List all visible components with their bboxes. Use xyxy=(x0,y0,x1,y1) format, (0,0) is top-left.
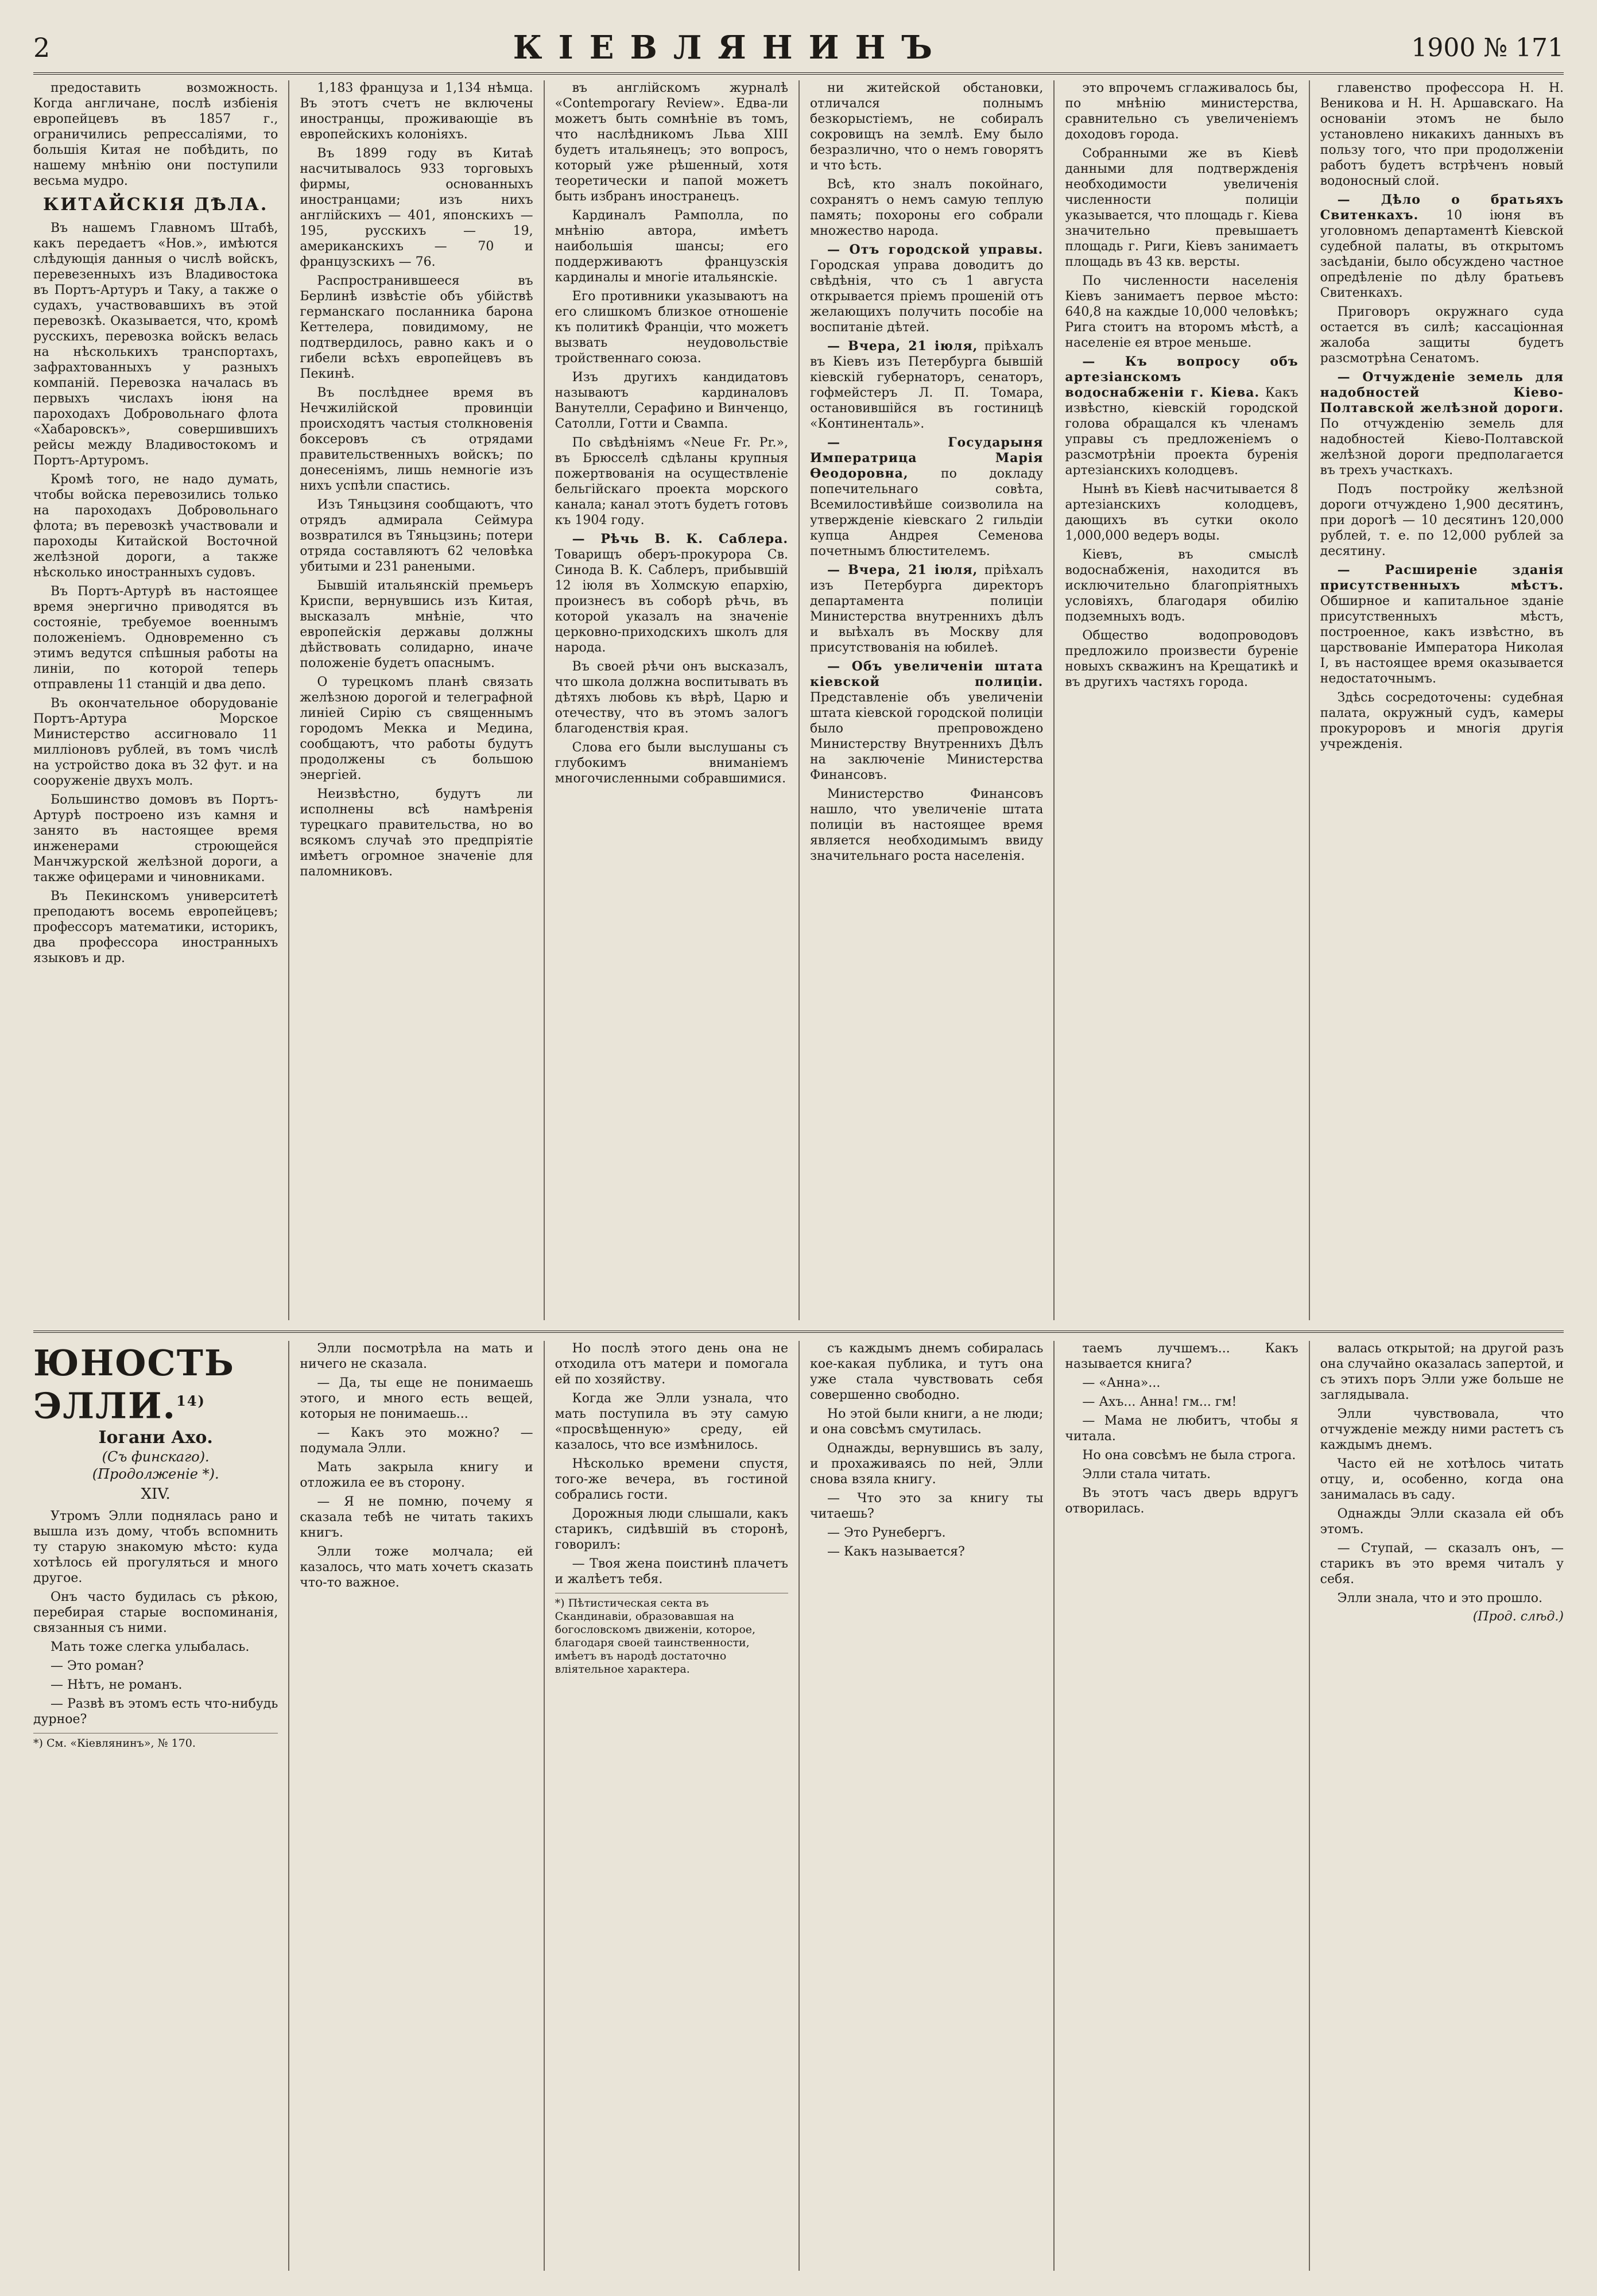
story-paragraph: Однажды, вернувшись въ залу, и прохаживаясь по ней, Элли снова взяла книгу. xyxy=(810,1441,1044,1487)
story-paragraph: — «Анна»... xyxy=(1082,1376,1161,1390)
page-number: 2 xyxy=(33,32,51,63)
news-paragraph xyxy=(1065,146,1298,270)
news-paragraph xyxy=(555,659,788,736)
news-paragraph xyxy=(300,786,533,879)
news-paragraph xyxy=(555,80,788,204)
newspaper-masthead: КІЕВЛЯНИНЪ xyxy=(513,29,949,67)
news-item-text: По численности населенія Кіевъ занимаетъ первое мѣсто: 640,8 на каждые 10,000 человѣкъ; Рига стоитъ на второмъ мѣстѣ, а населеніе ея втрое меньше. xyxy=(1065,274,1298,350)
news-item-text: главенство профессора Н. Н. Веникова и Н. Н. Аршавскаго. На основаніи этомъ не было установлено никакихъ данныхъ въ пользу того, что при продолженіи работъ будетъ встрѣченъ новый водоносный слой. xyxy=(1320,81,1564,188)
news-paragraph xyxy=(1065,628,1298,690)
news-column-1 xyxy=(33,80,288,1320)
news-item-text: Нынѣ въ Кіевѣ насчитывается 8 артезіанскихъ колодцевъ, дающихъ въ сутки около 1,000,000 ведеръ воды. xyxy=(1065,482,1298,543)
news-column-6 xyxy=(1309,80,1564,1320)
news-item-text: По свѣдѣніямъ «Neue Fr. Pr.», въ Брюсселѣ сдѣланы крупныя пожертвованія на осуществленіе бельгійскаго проекта морского канала; канал этотъ будетъ готовъ къ 1904 году. xyxy=(555,436,788,528)
story-paragraph: Но послѣ этого день она не отходила отъ матери и помогала ей по хозяйству. xyxy=(555,1341,788,1387)
news-item-text: ни житейской обстановки, отличался полнымъ безкорыстіемъ, не собиралъ сокровищъ на землѣ. Ему было безразлично, что о немъ говорятъ и что ѣсть. xyxy=(810,81,1044,173)
news-columns xyxy=(33,80,1564,1320)
news-paragraph xyxy=(1065,482,1298,544)
feuilleton-column-3 xyxy=(544,1341,798,2271)
news-paragraph xyxy=(810,435,1043,559)
story-paragraph: Мать закрыла книгу и отложила ее въ сторону. xyxy=(300,1460,533,1490)
news-item-text: Большинство домовъ въ Портъ-Артурѣ построено изъ камня и занято въ настоящее время инженерами строющейся Манчжурской желѣзной дороги, а также офицерами и чиновниками. xyxy=(33,793,278,885)
feuilleton-title-footnote: 14) xyxy=(176,1393,206,1409)
news-paragraph xyxy=(1320,563,1564,687)
story-paragraph: Элли стала читать. xyxy=(1082,1467,1211,1481)
news-item-text: Въ послѣднее время въ Нечжилійской провинціи происходятъ частыя столкновенія боксеровъ съ отрядами правительственныхъ войскъ; по донесеніямъ, лишь немногіе изъ нихъ успѣли спастись. xyxy=(300,386,533,493)
news-paragraph xyxy=(33,584,278,692)
news-paragraph xyxy=(1320,192,1564,301)
footnote: *) См. «Кіевлянинъ», № 170. xyxy=(33,1733,278,1750)
news-paragraph xyxy=(300,273,533,382)
news-paragraph xyxy=(1320,482,1564,559)
news-paragraph xyxy=(300,578,533,671)
feuilleton-subtitle: (Съ финскаго). xyxy=(102,1448,210,1465)
story-paragraph: Онъ часто будилась съ рѣкою, перебирая старые воспоминанія, связанныя съ ними. xyxy=(33,1589,278,1635)
story-paragraph: — Это Рунебергъ. xyxy=(827,1526,946,1540)
news-item-lead: — Отчужденіе земель для надобностей Кіево-Полтавской желѣзной дороги. xyxy=(1320,370,1564,416)
feuilleton-chapter: XIV. xyxy=(141,1485,170,1503)
news-item-text: пріѣхалъ изъ Петербурга директоръ департамента полиціи Министерства внутреннихъ дѣлъ и выѣхалъ въ Москву для присутствованія на юбилеѣ. xyxy=(810,563,1044,655)
story-paragraph: — Твоя жена поистинѣ плачетъ и жалѣетъ тебя. xyxy=(555,1557,788,1587)
feuilleton-column-5 xyxy=(1053,1341,1308,2271)
news-item-text: Обширное и капитальное зданіе присутственныхъ мѣстъ, построенное, какъ извѣстно, въ царствованіе Императора Николая I, въ настоящее время оказывается недостаточнымъ. xyxy=(1320,594,1564,686)
news-paragraph xyxy=(33,889,278,966)
news-item-text: Его противники указываютъ на его слишкомъ близкое отношеніе къ политикѣ Франціи, что можетъ вызвать неудовольствіе тройственнаго союза. xyxy=(555,289,788,366)
story-paragraph: — Нѣтъ, не романъ. xyxy=(51,1677,183,1692)
story-paragraph: — Да, ты еще не понимаешь этого, и много есть вещей, которыя не понимаешь... xyxy=(300,1376,533,1421)
feuilleton-divider xyxy=(33,1331,1564,1333)
news-item-text: 10 іюня въ уголовномъ департаментѣ Кіевской судебной палаты, въ открытомъ засѣданіи, было обсуждено частное опредѣленіе по дѣлу братьевъ Свитенкахъ. xyxy=(1320,208,1564,300)
news-item-lead: — Объ увеличеніи штата кіевской полиціи. xyxy=(810,659,1044,689)
story-paragraph: Однажды Элли сказала ей объ этомъ. xyxy=(1320,1507,1564,1537)
news-item-text: Общество водопроводовъ предложило произвести буреніе новыхъ скважинъ на Крещатикѣ и въ другихъ частяхъ города. xyxy=(1065,629,1298,689)
news-item-text: Изъ другихъ кандидатовъ называютъ кардиналовъ Ванутелли, Серафино и Винченцо, Сатолли, Готти и Свампа. xyxy=(555,370,788,431)
news-item-text: въ англійскомъ журналѣ «Contemporary Review». Едва-ли можетъ быть сомнѣніе въ томъ, что наслѣдникомъ Льва XIII будетъ итальянецъ; это вопросъ, который уже рѣшенный, хотя теоретически и папой можетъ быть избранъ иностранецъ. xyxy=(555,81,788,204)
story-paragraph: — Какъ называется? xyxy=(827,1545,965,1559)
feuilleton-column-6 xyxy=(1309,1341,1564,2271)
news-paragraph xyxy=(1320,370,1564,478)
news-paragraph xyxy=(300,497,533,575)
news-paragraph xyxy=(33,472,278,580)
feuilleton-column-1 xyxy=(33,1341,288,2271)
feuilleton-title-text: ЮНОСТЬ ЭЛЛИ. xyxy=(33,1342,235,1427)
news-item-lead: — Отъ городской управы. xyxy=(827,242,1044,257)
news-item-text: Въ своей рѣчи онъ высказалъ, что школа должна воспитывать въ дѣтяхъ любовь къ вѣрѣ, Царю и отечеству, что въ этомъ залогъ благоденствія края. xyxy=(555,660,788,736)
news-paragraph xyxy=(33,792,278,885)
story-paragraph: — Это роман? xyxy=(51,1658,144,1673)
story-paragraph: съ каждымъ днемъ собиралась кое-какая публика, и тутъ она уже стала чувствовать себя совершенно свободно. xyxy=(810,1341,1044,1402)
news-item-text: По отчужденію земель для надобностей Кіево-Полтавской желѣзной дороги предполагается въ трехъ участкахъ. xyxy=(1320,417,1564,478)
news-item-text: Городская управа доводитъ до свѣдѣнія, что съ 1 августа открывается пріемъ прошеній отъ желающихъ получить пособіе на воспитаніе дѣтей. xyxy=(810,258,1044,335)
news-item-text: Изъ Тяньцзиня сообщаютъ, что отрядъ адмирала Сеймура возвратился въ Тяньцзинь; потери отряда составляютъ 62 человѣка убитыми и 231 ранеными. xyxy=(300,498,533,574)
news-item-text: Кромѣ того, не надо думать, чтобы войска перевозились только на пароходахъ Добровольнаго флота; въ перевозкѣ участвовали и пароходы Китайской Восточной желѣзной дороги, а также нѣсколько иностранныхъ судовъ. xyxy=(33,472,278,580)
news-paragraph xyxy=(810,177,1043,239)
news-item-text: Бывшій итальянскій премьеръ Криспи, вернувшись изъ Китая, высказалъ мнѣніе, что европейскія державы должны дѣйствовать солидарно, иначе положеніе будетъ опаснымъ. xyxy=(300,579,533,670)
news-column-3 xyxy=(544,80,798,1320)
news-item-text: это впрочемъ сглаживалось бы, по мнѣнію министерства, сравнительно съ увеличеніемъ доходовъ города. xyxy=(1065,81,1298,142)
news-item-text: Товарищъ оберъ-прокурора Св. Синода В. К. Саблеръ, прибывшій 12 іюля въ Холмскую епархію, произнесъ въ соборѣ рѣчь, въ которой указалъ на значеніе церковно-приходскихъ школъ для народа. xyxy=(555,548,788,655)
story-paragraph: таемъ лучшемъ... Какъ называется книга? xyxy=(1065,1341,1298,1371)
news-paragraph xyxy=(300,80,533,142)
news-column-2 xyxy=(288,80,543,1320)
news-item-text: Въ Портъ-Артурѣ въ настоящее время энергично приводятся въ состояніе, требуемое военнымъ положеніемъ. Одновременно съ этимъ ведутся спѣшныя работы на линіи, по которой теперь отправлены 11 станцій и два депо. xyxy=(33,584,278,692)
news-item-lead: — Государыня Императрица Марія Ѳеодоровна, xyxy=(810,435,1044,481)
news-column-5 xyxy=(1053,80,1308,1320)
news-paragraph xyxy=(33,696,278,789)
news-paragraph xyxy=(555,532,788,656)
news-item-text: Въ Пекинскомъ университетѣ преподаютъ восемь европейцевъ; профессоръ математики, историкъ, два профессора иностранныхъ языковъ и др. xyxy=(33,889,278,965)
news-item-text: Здѣсь сосредоточены: судебная палата, окружный судъ, камеры прокуроровъ и многія другія учрежденія. xyxy=(1320,691,1564,751)
news-item-text: Неизвѣстно, будутъ ли исполнены всѣ намѣренія турецкаго правительства, но во всякомъ случаѣ это предпріятіе имѣетъ огромное значеніе для паломниковъ. xyxy=(300,787,533,879)
news-paragraph xyxy=(555,740,788,786)
news-item-text: Въ окончательное оборудованіе Портъ-Артура Морское Министерство ассигновало 11 милліоновъ рублей, въ томъ числѣ на устройство дока въ 32 фут. и на сооруженіе двухъ молъ. xyxy=(33,696,278,788)
news-item-text: Приговоръ окружнаго суда остается въ силѣ; кассаціонная жалоба защиты будетъ разсмотрѣна Сенатомъ. xyxy=(1320,305,1564,366)
section-heading: КИТАЙСКІЯ ДѢЛА. xyxy=(42,195,269,215)
news-paragraph xyxy=(810,659,1043,783)
news-item-text: Министерство Финансовъ нашло, что увеличеніе штата полиціи въ настоящее время является необходимымъ ввиду значительнаго роста населенія. xyxy=(810,787,1044,863)
news-item-text: Въ нашемъ Главномъ Штабѣ, какъ передаетъ «Нов.», имѣются слѣдующія данныя о числѣ войскъ, перевезенныхъ изъ Владивостока въ Портъ-Артуръ и Таку, а также о судахъ, участвовавшихъ въ этой перевозкѣ. Оказывается, что, кромѣ русскихъ, перевозка войскъ велась на нѣсколькихъ транспортахъ, зафрахтованныхъ у разныхъ компаній. Перевозка началась въ первыхъ числахъ іюня на пароходахъ Добровольнаго флота «Хабаровскъ», совершившихъ рейсы между Владивостокомъ и Портъ-Артуромъ. xyxy=(33,221,278,468)
news-item-lead: — Рѣчь В. К. Саблера. xyxy=(572,532,788,546)
news-paragraph xyxy=(810,80,1043,173)
news-item-text: Распространившееся въ Берлинѣ извѣстіе объ убійствѣ германскаго посланника барона Кеттелера, повидимому, не подтвердилось, равно какъ и о гибели всѣхъ европейцевъ въ Пекинѣ. xyxy=(300,274,533,381)
news-item-text: Всѣ, кто зналъ покойнаго, сохранятъ о немъ самую теплую память; похороны его собрали множество народа. xyxy=(810,177,1044,238)
story-paragraph: — Развѣ въ этомъ есть что-нибудь дурное? xyxy=(33,1696,278,1727)
news-item-lead: — Вчера, 21 іюля, xyxy=(827,339,978,354)
news-item-text: Представленіе объ увеличеніи штата кіевской городской полиціи было препровождено Министерству Внутреннихъ Дѣлъ на заключеніе Министерства Финансовъ. xyxy=(810,691,1044,782)
news-paragraph xyxy=(1065,547,1298,625)
news-paragraph xyxy=(1320,80,1564,189)
news-item-text: Подъ постройку желѣзной дороги отчуждено 1,900 десятинъ, при дорогѣ — 10 десятинъ 120,000 рублей, т. е. по 12,000 рублей за десятину. xyxy=(1320,482,1564,559)
news-paragraph xyxy=(300,674,533,783)
news-paragraph xyxy=(1065,273,1298,351)
news-paragraph xyxy=(300,146,533,270)
news-paragraph xyxy=(555,208,788,285)
story-paragraph: Когда же Элли узнала, что мать поступила въ эту самую «просвѣщенную» среду, ей казалось, что все измѣнилось. xyxy=(555,1391,788,1452)
news-paragraph xyxy=(1065,354,1298,478)
continuation-note: (Прод. слѣд.) xyxy=(1472,1609,1564,1624)
running-head xyxy=(33,28,1564,68)
story-paragraph: Нѣсколько времени спустя, того-же вечера, въ гостиной собрались гости. xyxy=(555,1457,788,1502)
story-paragraph: Элли тоже молчала; ей казалось, что мать хочетъ сказать что-то важное. xyxy=(300,1545,533,1590)
news-item-text: Какъ извѣстно, кіевскій городской голова обращался къ членамъ управы съ предложеніемъ о разсмотрѣніи проекта буренія артезіанскихъ колодцевъ. xyxy=(1065,386,1298,478)
news-paragraph xyxy=(300,385,533,494)
news-paragraph xyxy=(810,563,1043,656)
news-paragraph xyxy=(810,242,1043,335)
news-item-lead: — Вчера, 21 іюля, xyxy=(827,563,978,577)
story-paragraph: — Что это за книгу ты читаешь? xyxy=(810,1491,1044,1521)
news-paragraph xyxy=(33,80,278,189)
news-paragraph xyxy=(810,339,1043,432)
news-paragraph xyxy=(555,289,788,366)
news-paragraph xyxy=(555,435,788,528)
feuilleton-columns xyxy=(33,1341,1564,2271)
story-paragraph: — Мама не любитъ, чтобы я читала. xyxy=(1065,1414,1298,1444)
story-paragraph: Дорожныя люди слышали, какъ старикъ, сидѣвшій въ сторонѣ, говорилъ: xyxy=(555,1507,788,1552)
story-paragraph: — Какъ это можно? — подумала Элли. xyxy=(300,1426,533,1456)
news-paragraph xyxy=(1320,304,1564,366)
story-paragraph: Мать тоже слегка улыбалась. xyxy=(51,1639,250,1654)
story-paragraph: Часто ей не хотѣлось читать отцу, и, особенно, когда она занималась въ саду. xyxy=(1320,1457,1564,1502)
feuilleton-column-4 xyxy=(798,1341,1053,2271)
news-item-text: Собранными же въ Кіевѣ данными для подтвержденія необходимости увеличенія численности полиціи указывается, что площадь г. Кіева значительно превышаетъ площадь г. Риги, Кіевъ занимаетъ площадь въ 43 кв. версты. xyxy=(1065,146,1298,269)
story-paragraph: — Ступай, — сказалъ онъ, — старикъ въ это время читалъ у себя. xyxy=(1320,1541,1564,1587)
news-item-text: Кардиналъ Рамполла, по мнѣнію автора, имѣетъ наибольшія шансы; его поддерживаютъ французскія кардиналы и многіе итальянскіе. xyxy=(555,208,788,285)
story-paragraph: Утромъ Элли поднялась рано и вышла изъ дому, чтобъ вспомнить ту старую знакомую мѣсто: куда хотѣлось ей прогуляться и много другое. xyxy=(33,1508,278,1585)
header-rule xyxy=(33,72,1564,75)
story-paragraph: — Ахъ... Анна! гм... гм! xyxy=(1082,1395,1237,1409)
feuilleton-author: Іогани Ахо. xyxy=(98,1427,213,1448)
news-item-text: Кіевъ, въ смыслѣ водоснабженія, находится въ исключительно благопріятныхъ условіяхъ, благодаря обилію подземныхъ водъ. xyxy=(1065,548,1298,624)
news-paragraph xyxy=(555,370,788,432)
news-paragraph xyxy=(1320,690,1564,752)
footnote: *) Пѣтистическая секта въ Скандинавіи, образовавшая на богословскомъ движеніи, которое, благодаря своей таинственности, имѣетъ въ народѣ достаточно вліятельное характера. xyxy=(555,1593,788,1676)
story-paragraph: Элли посмотрѣла на мать и ничего не сказала. xyxy=(300,1341,533,1371)
story-paragraph: Элли знала, что и это прошло. xyxy=(1337,1591,1542,1605)
story-paragraph: — Я не помню, почему я сказала тебѣ не читать такихъ книгъ. xyxy=(300,1495,533,1540)
news-column-4 xyxy=(798,80,1053,1320)
news-item-text: предоставить возможность. Когда англичане, послѣ избіенія европейцевъ въ 1857 г., ограничились репрессаліями, то большія Китая не побѣдить, по нашему мнѣнію они поступили весьма мудро. xyxy=(33,81,278,188)
story-paragraph: Но она совсѣмъ не была строга. xyxy=(1082,1448,1296,1463)
news-paragraph xyxy=(810,786,1043,864)
news-item-text: Въ 1899 году въ Китаѣ насчитывалось 933 торговыхъ фирмы, основанныхъ иностранцами; изъ нихъ англійскихъ — 401, японскихъ — 195, русскихъ — 19, американскихъ — 70 и французскихъ — 76. xyxy=(300,146,533,269)
news-item-lead: — Дѣло о братьяхъ Свитенкахъ. xyxy=(1320,192,1564,223)
feuilleton-continuation: (Продолженіе *). xyxy=(92,1465,219,1482)
story-paragraph: Элли чувствовала, что отчужденіе между ними растетъ съ каждымъ днемъ. xyxy=(1320,1407,1564,1452)
news-item-lead: — Къ вопросу объ артезіанскомъ водоснабженіи г. Кіева. xyxy=(1065,354,1298,400)
story-paragraph: валась открытой; на другой разъ она случайно оказалась запертой, и съ этихъ поръ Элли уже больше не заглядывала. xyxy=(1320,1341,1564,1402)
news-item-text: О турецкомъ планѣ связать желѣзною дорогой и телеграфной линіей Сирію съ священнымъ городомъ Мекка и Медина, сообщаютъ, что работы будутъ продолжены съ большою энергіей. xyxy=(300,675,533,782)
feuilleton-title xyxy=(33,1344,278,1425)
news-paragraph xyxy=(1065,80,1298,142)
news-item-text: пріѣхалъ въ Кіевъ изъ Петербурга бывшій кіевскій губернаторъ, сенаторъ, гофмейстеръ Л. П. Томара, остановившійся въ гостиницѣ «Континенталь». xyxy=(810,339,1044,431)
issue-number: 1900 № 171 xyxy=(1411,33,1564,63)
feuilleton-column-2 xyxy=(288,1341,543,2271)
news-item-text: по докладу попечительнаго совѣта, Всемилостивѣйше соизволила на утвержденіе кіевскаго 2 гильдіи купца Андрея Семенова почетнымъ блюстителемъ. xyxy=(810,467,1044,559)
story-paragraph: Въ этотъ часъ дверь вдругъ отворилась. xyxy=(1065,1486,1298,1516)
story-paragraph: Но этой были книги, а не люди; и она совсѣмъ смутилась. xyxy=(810,1407,1044,1437)
news-item-text: Слова его были выслушаны съ глубокимъ вниманіемъ многочисленными собравшимися. xyxy=(555,740,788,786)
news-paragraph xyxy=(33,220,278,468)
news-item-lead: — Расширеніе зданія присутственныхъ мѣстъ. xyxy=(1320,563,1564,593)
news-item-text: 1,183 француза и 1,134 нѣмца. Въ этотъ счетъ не включены иностранцы, проживающіе въ европейскихъ колоніяхъ. xyxy=(300,81,533,142)
